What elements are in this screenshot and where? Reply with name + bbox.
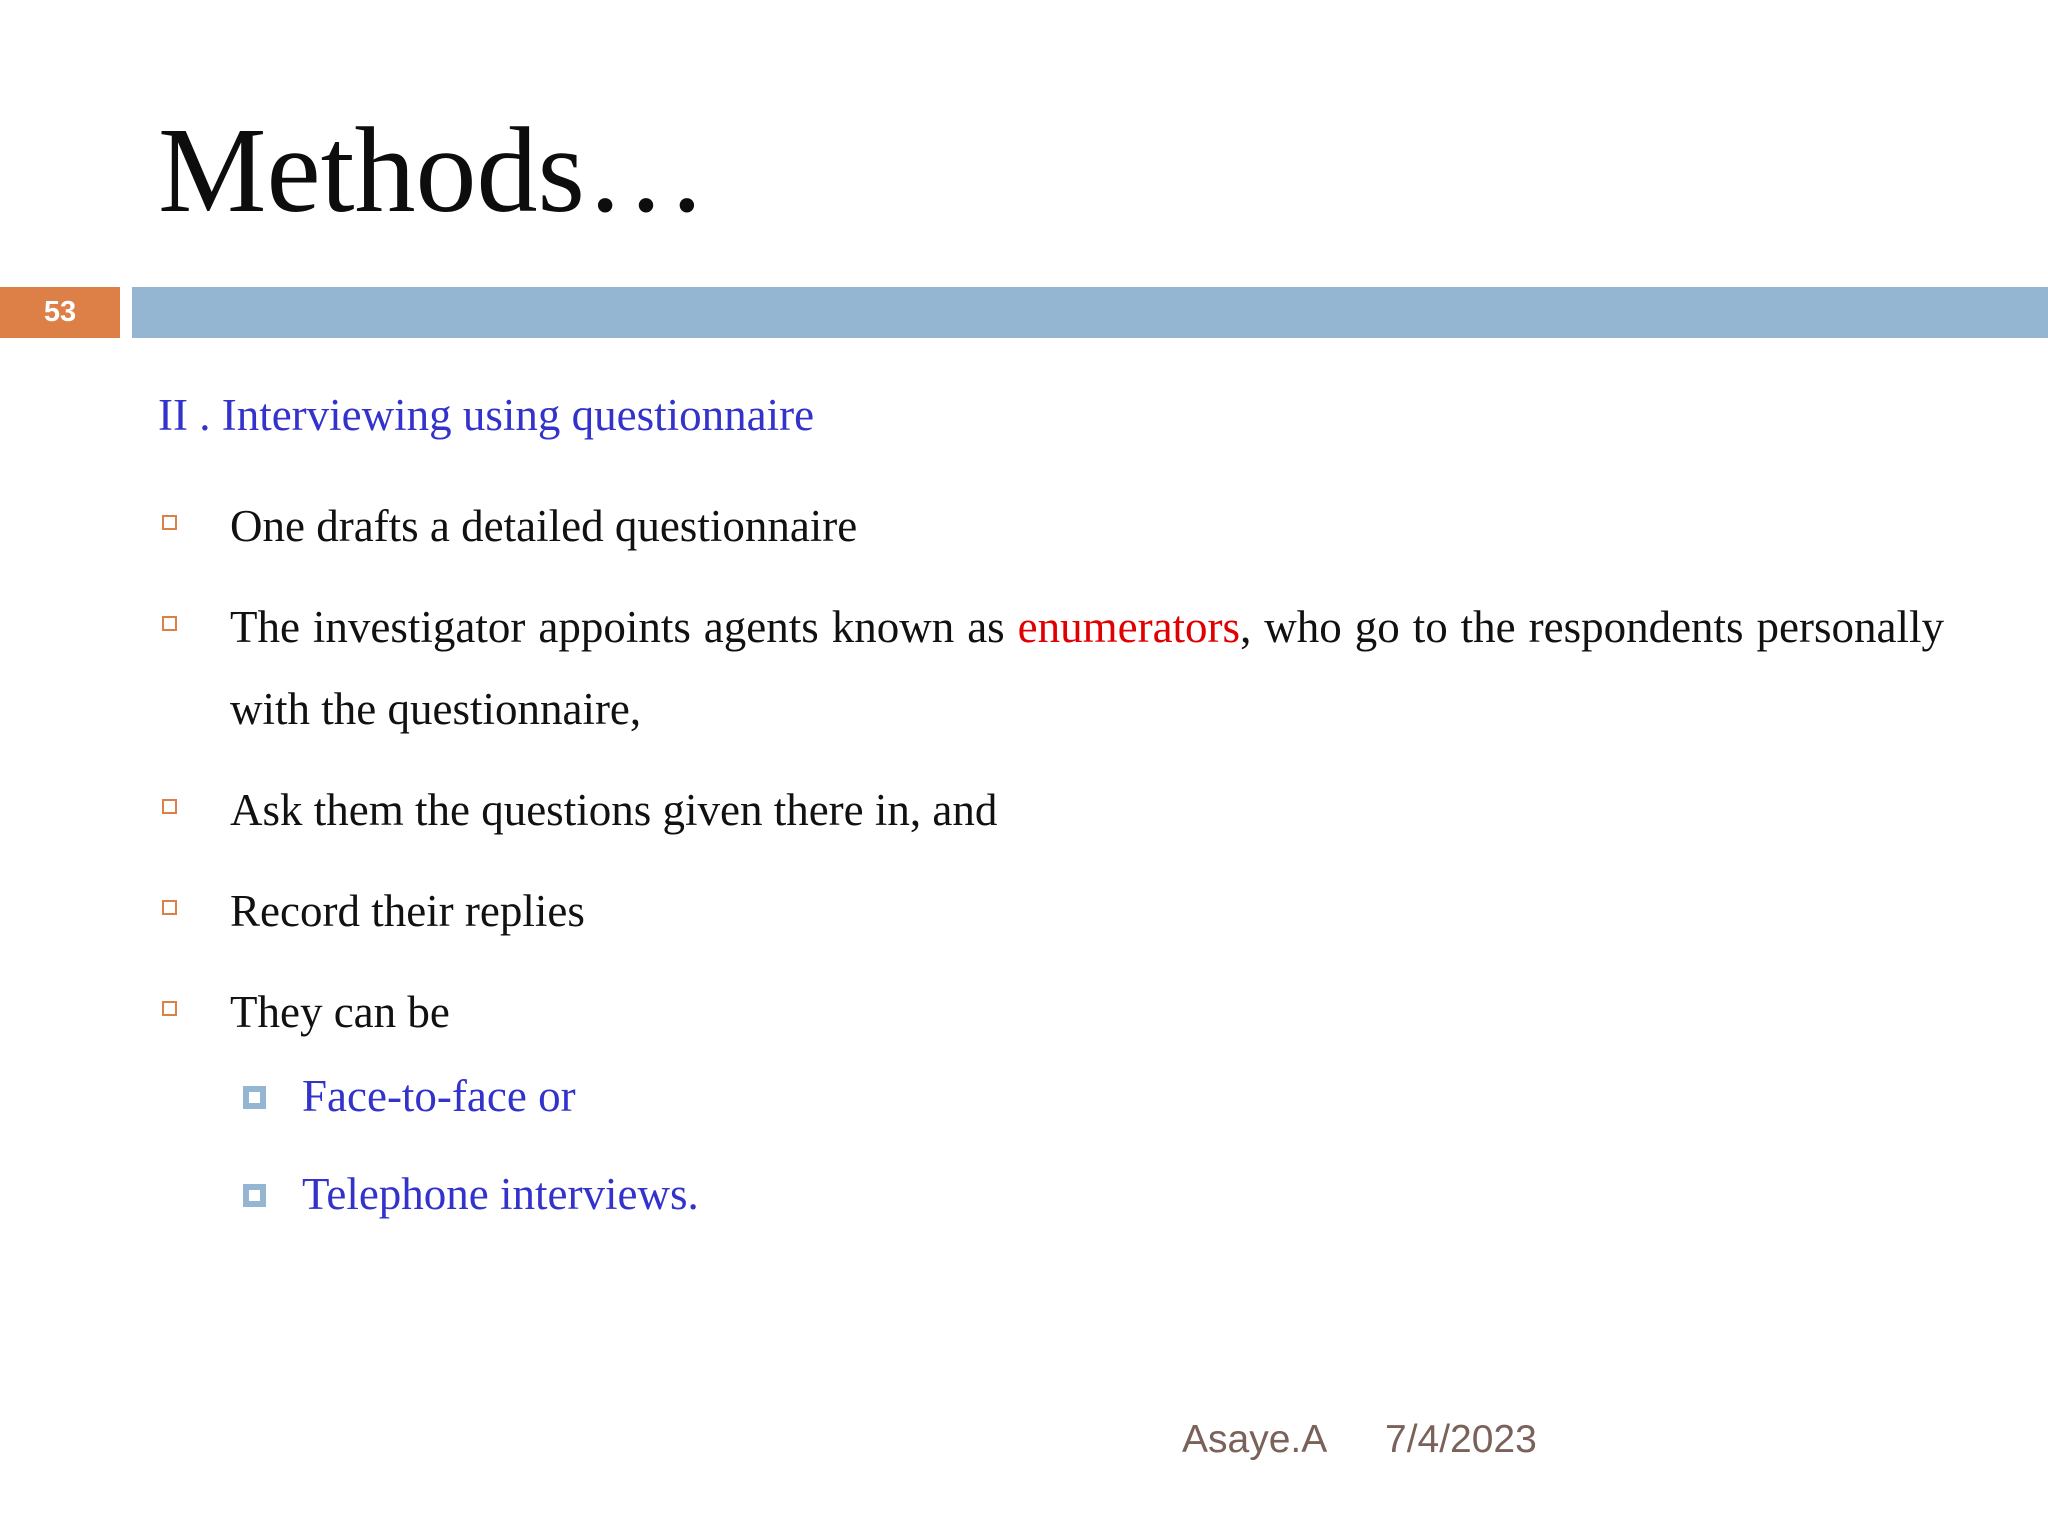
bullet-text-after: , who go to the respondents personally with the questionnaire, [230,602,1944,734]
bullet-text: One drafts a detailed questionnaire [230,501,858,551]
square-bullet-icon [162,616,177,631]
filled-square-bullet-icon [243,1184,266,1207]
title-bar [132,287,2048,338]
sub-bullet-text: Telephone interviews. [302,1169,699,1219]
square-bullet-icon [162,900,177,915]
slide-number: 53 [0,287,120,338]
bullet-text: Record their replies [230,886,585,936]
bullet-item [158,870,1944,952]
bullet-text-before: The investigator appoints agents known as [230,602,1018,652]
sub-bullet-item [230,1055,699,1137]
square-bullet-icon [162,515,177,530]
square-bullet-icon [162,1001,177,1016]
sub-bullet-list [230,1055,699,1251]
sub-bullet-text: Face-to-face or [302,1071,576,1121]
slide-title: Methods… [158,103,707,238]
bullet-item [158,485,1944,567]
footer-author: Asaye.A [1182,1418,1328,1461]
square-bullet-icon [162,799,177,814]
bullet-item [158,586,1944,750]
sub-bullet-item [230,1153,699,1235]
bullet-list [158,485,1944,1072]
bullet-item [158,971,1944,1053]
bullet-text: Ask them the questions given there in, and [230,785,998,835]
bullet-item [158,769,1944,851]
section-subheading: II . Interviewing using questionnaire [158,390,815,440]
highlighted-term: enumerators [1017,602,1241,652]
bullet-text: They can be [230,987,450,1037]
filled-square-bullet-icon [243,1086,266,1109]
footer-date: 7/4/2023 [1385,1418,1537,1461]
